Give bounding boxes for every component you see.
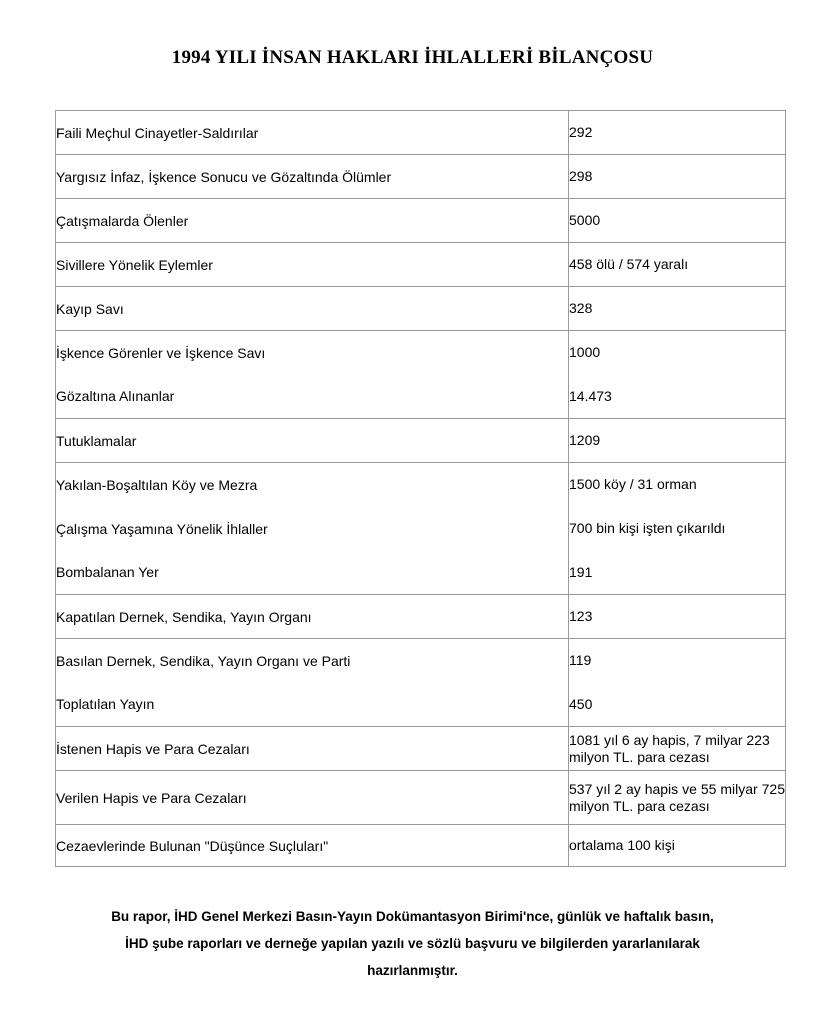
row-value: ortalama 100 kişi — [569, 825, 786, 867]
row-label: İşkence Görenler ve İşkence Savı — [56, 331, 569, 375]
row-label: Basılan Dernek, Sendika, Yayın Organı ve Parti — [56, 639, 569, 683]
table-row — [56, 507, 786, 551]
row-value: 298 — [569, 155, 786, 199]
row-value: 1000 — [569, 331, 786, 375]
source-note-line: Bu rapor, İHD Genel Merkezi Basın-Yayın Dokümantasyon Birimi'nce, günlük ve haftalık basın, — [111, 909, 714, 924]
row-value: 700 bin kişi işten çıkarıldı — [569, 507, 786, 551]
row-label: Kayıp Savı — [56, 287, 569, 331]
table-row — [56, 287, 786, 331]
row-value: 292 — [569, 111, 786, 155]
page-title: 1994 YILI İNSAN HAKLARI İHLALLERİ BİLANÇOSU — [171, 47, 654, 68]
row-value: 123 — [569, 595, 786, 639]
table-row — [56, 111, 786, 155]
table-row — [56, 331, 786, 375]
table-row — [56, 595, 786, 639]
source-note-line: hazırlanmıştır. — [367, 963, 458, 978]
row-label: Sivillere Yönelik Eylemler — [56, 243, 569, 287]
table-row — [56, 375, 786, 419]
row-value: 1209 — [569, 419, 786, 463]
row-label: Yargısız İnfaz, İşkence Sonucu ve Gözaltında Ölümler — [56, 155, 569, 199]
row-value: 1081 yıl 6 ay hapis, 7 milyar 223 milyon TL. para cezası — [569, 727, 786, 771]
row-label: Faili Meçhul Cinayetler-Saldırılar — [56, 111, 569, 155]
row-label: Gözaltına Alınanlar — [56, 375, 569, 419]
row-value: 328 — [569, 287, 786, 331]
row-label: İstenen Hapis ve Para Cezaları — [56, 727, 569, 771]
table-row — [56, 243, 786, 287]
row-value: 1500 köy / 31 orman — [569, 463, 786, 507]
violations-table — [55, 110, 786, 867]
row-value: 119 — [569, 639, 786, 683]
row-label: Toplatılan Yayın — [56, 683, 569, 727]
table-row — [56, 825, 786, 867]
row-label: Tutuklamalar — [56, 419, 569, 463]
row-label: Cezaevlerinde Bulunan "Düşünce Suçluları" — [56, 825, 569, 867]
table-row — [56, 683, 786, 727]
row-value: 191 — [569, 551, 786, 595]
source-note — [40, 903, 785, 984]
table-row — [56, 419, 786, 463]
table-row — [56, 155, 786, 199]
row-label: Çatışmalarda Ölenler — [56, 199, 569, 243]
table-row — [56, 727, 786, 771]
row-value: 450 — [569, 683, 786, 727]
table-row — [56, 463, 786, 507]
row-label: Kapatılan Dernek, Sendika, Yayın Organı — [56, 595, 569, 639]
row-label: Çalışma Yaşamına Yönelik İhlaller — [56, 507, 569, 551]
table-row — [56, 199, 786, 243]
row-value: 14.473 — [569, 375, 786, 419]
row-label: Verilen Hapis ve Para Cezaları — [56, 771, 569, 825]
table-row — [56, 771, 786, 825]
row-value: 537 yıl 2 ay hapis ve 55 milyar 725 milyon TL. para cezası — [569, 771, 786, 825]
row-value: 5000 — [569, 199, 786, 243]
table-row — [56, 551, 786, 595]
row-label: Yakılan-Boşaltılan Köy ve Mezra — [56, 463, 569, 507]
row-label: Bombalanan Yer — [56, 551, 569, 595]
row-value: 458 ölü / 574 yaralı — [569, 243, 786, 287]
source-note-line: İHD şube raporları ve derneğe yapılan yazılı ve sözlü başvuru ve bilgilerden yararlanılarak — [125, 936, 700, 951]
table-row — [56, 639, 786, 683]
